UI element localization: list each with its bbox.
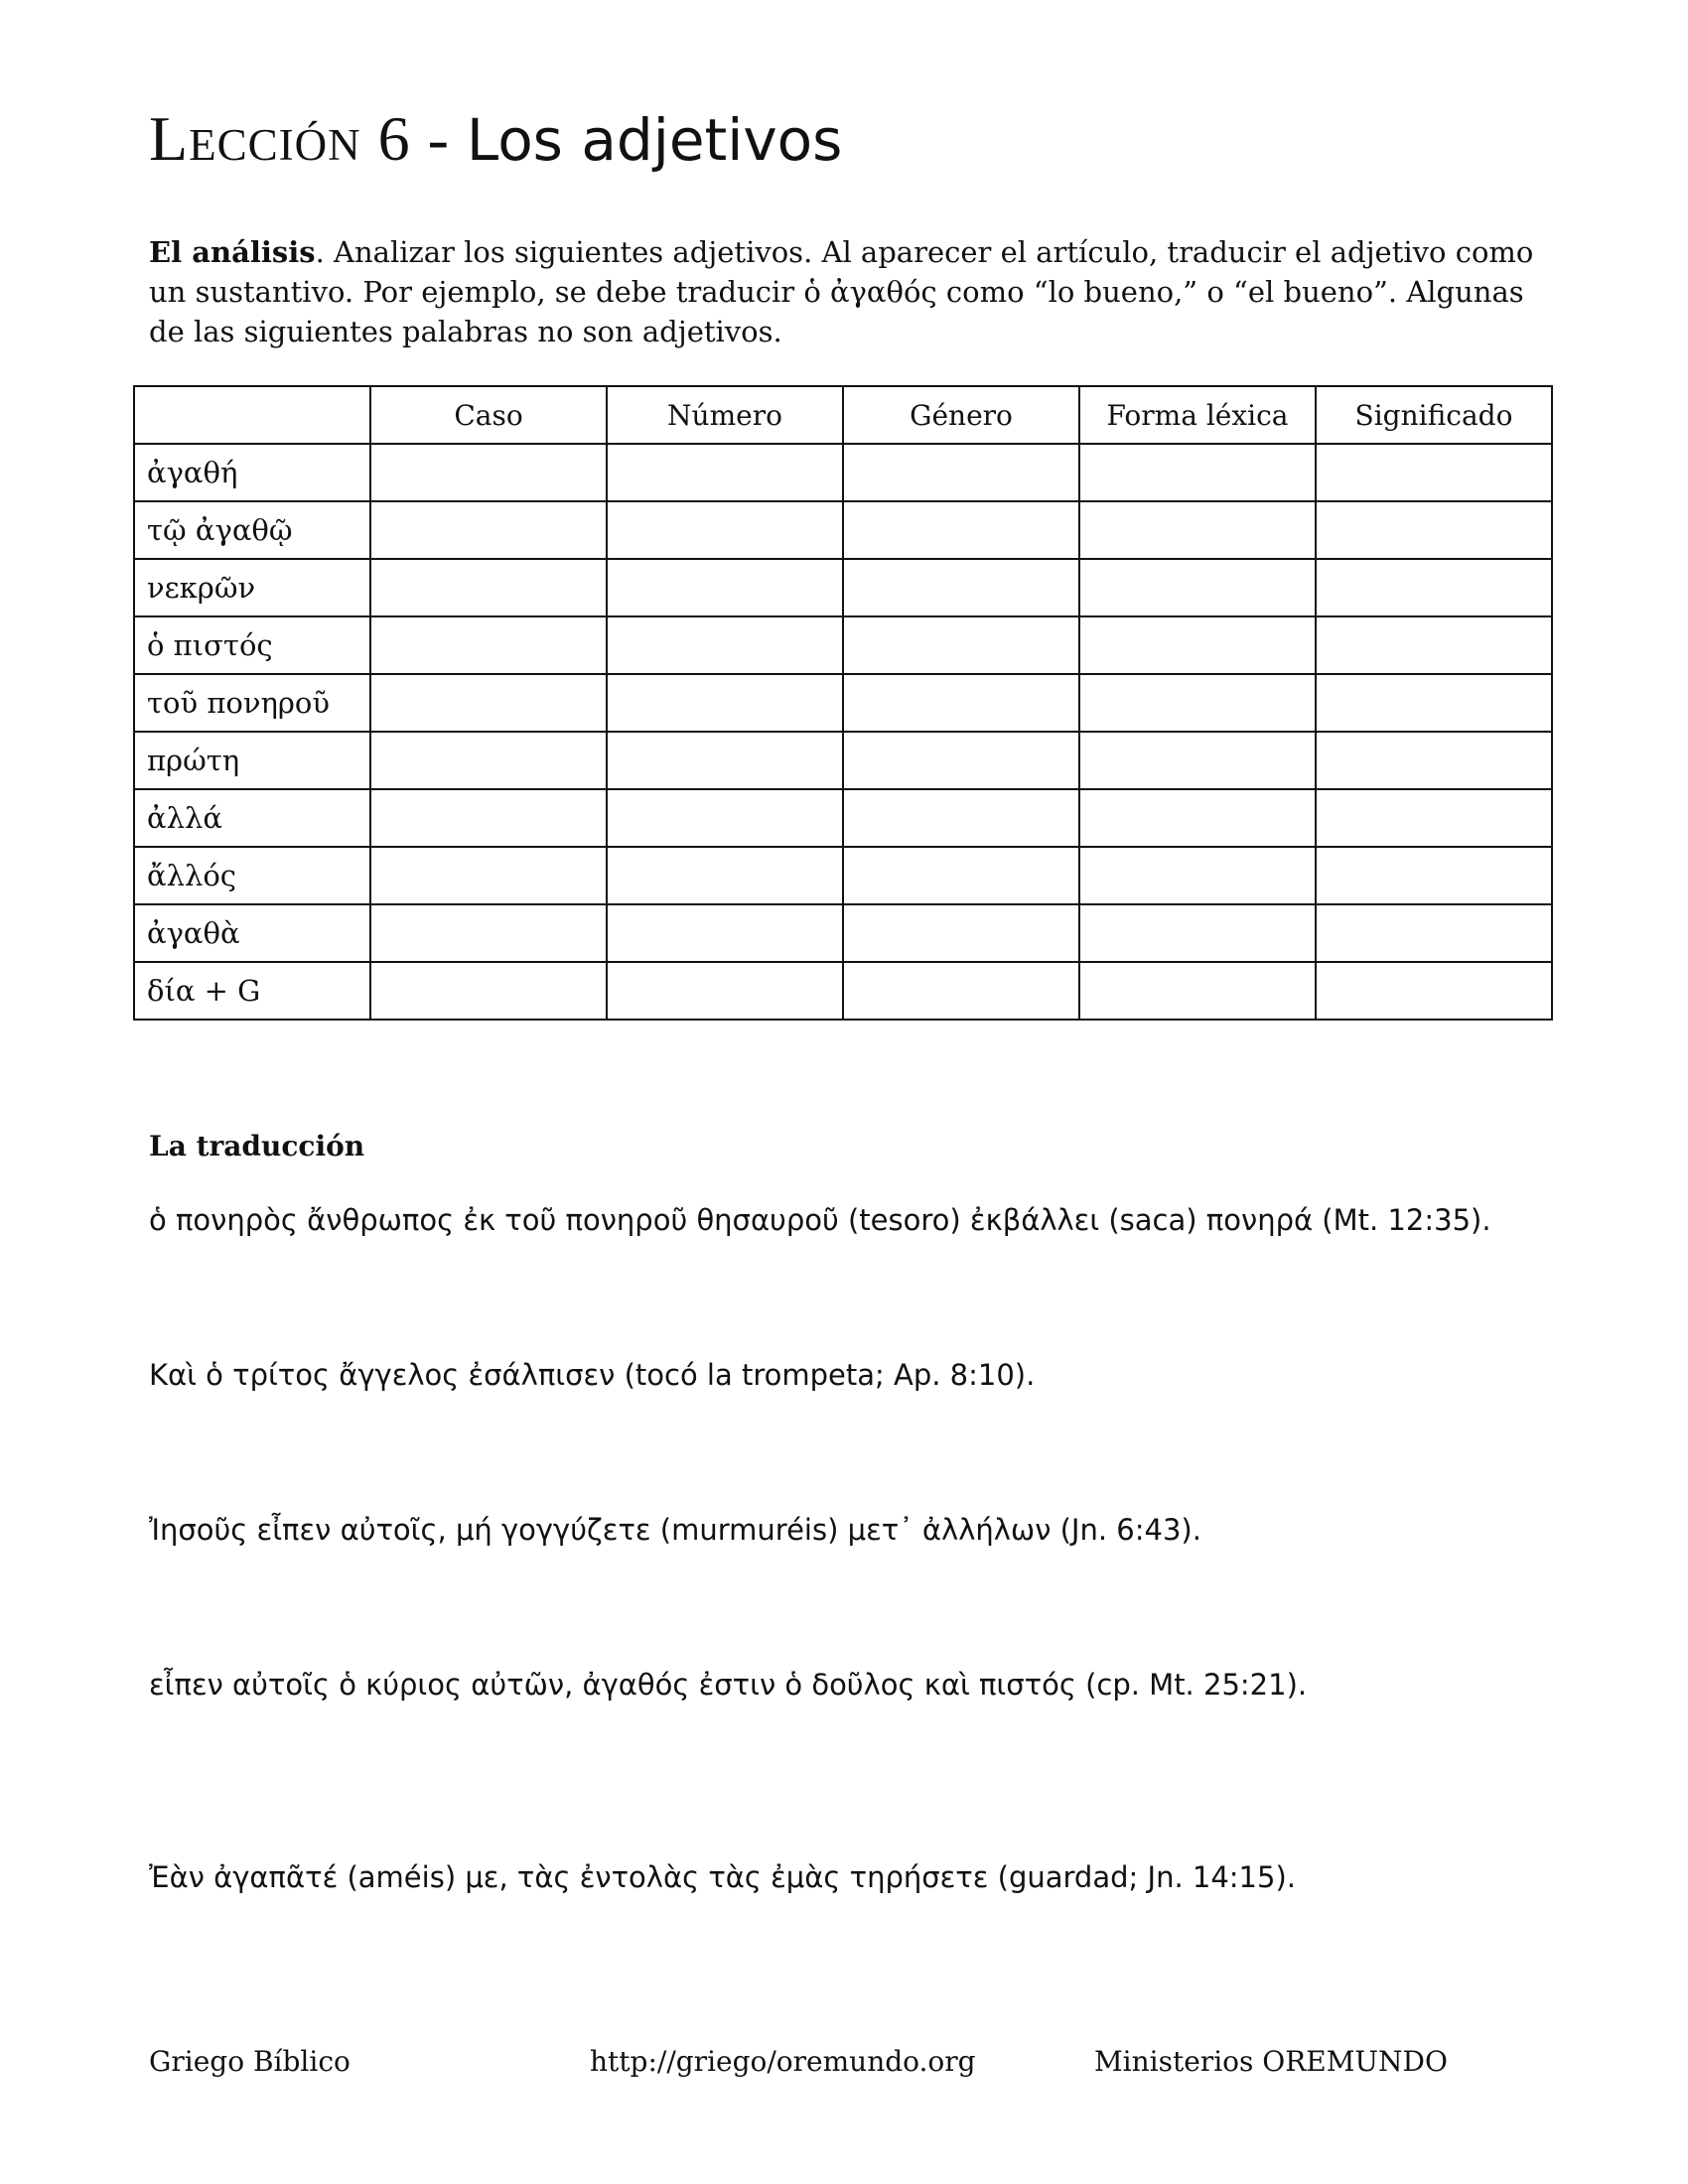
genero-cell[interactable] — [843, 444, 1079, 501]
significado-cell[interactable] — [1316, 616, 1552, 674]
table-row — [134, 616, 1552, 674]
table-row — [134, 444, 1552, 501]
header-numero: Número — [607, 386, 843, 444]
translation-sentence-2: Καὶ ὁ τρίτος ἄγγελος ἐσάλπισεν (tocó la trompeta; Ap. 8:10). — [149, 1358, 1036, 1392]
table-row — [134, 789, 1552, 847]
numero-cell[interactable] — [607, 444, 843, 501]
significado-cell[interactable] — [1316, 732, 1552, 789]
forma-lexica-cell[interactable] — [1079, 847, 1316, 904]
significado-cell[interactable] — [1316, 501, 1552, 559]
caso-cell[interactable] — [370, 501, 607, 559]
translation-sentence-5: Ἐὰν ἀγαπᾶτέ (améis) με, τὰς ἐντολὰς τὰς ἐμὰς τηρήσετε (guardad; Jn. 14:15). — [149, 1860, 1296, 1894]
header-genero: Género — [843, 386, 1079, 444]
numero-cell[interactable] — [607, 674, 843, 732]
footer-url: http://griego/oremundo.org — [590, 2045, 976, 2078]
table-row — [134, 674, 1552, 732]
greek-word-cell: πρώτη — [134, 732, 370, 789]
genero-cell[interactable] — [843, 674, 1079, 732]
numero-cell[interactable] — [607, 559, 843, 616]
greek-word-cell: δία + G — [134, 962, 370, 1020]
table-row — [134, 732, 1552, 789]
footer-course-name: Griego Bíblico — [149, 2045, 351, 2078]
genero-cell[interactable] — [843, 616, 1079, 674]
forma-lexica-cell[interactable] — [1079, 962, 1316, 1020]
genero-cell[interactable] — [843, 789, 1079, 847]
caso-cell[interactable] — [370, 674, 607, 732]
caso-cell[interactable] — [370, 444, 607, 501]
greek-word-cell: νεκρῶν — [134, 559, 370, 616]
genero-cell[interactable] — [843, 904, 1079, 962]
page-title — [149, 103, 843, 174]
title-lesson-number: Lección 6 - — [149, 103, 467, 174]
forma-lexica-cell[interactable] — [1079, 674, 1316, 732]
significado-cell[interactable] — [1316, 559, 1552, 616]
greek-word-cell: ἄλλός — [134, 847, 370, 904]
translation-heading: La traducción — [149, 1130, 365, 1162]
forma-lexica-cell[interactable] — [1079, 501, 1316, 559]
significado-cell[interactable] — [1316, 962, 1552, 1020]
significado-cell[interactable] — [1316, 904, 1552, 962]
numero-cell[interactable] — [607, 847, 843, 904]
significado-cell[interactable] — [1316, 674, 1552, 732]
genero-cell[interactable] — [843, 559, 1079, 616]
genero-cell[interactable] — [843, 847, 1079, 904]
forma-lexica-cell[interactable] — [1079, 789, 1316, 847]
greek-word-cell: ἀγαθὰ — [134, 904, 370, 962]
forma-lexica-cell[interactable] — [1079, 559, 1316, 616]
caso-cell[interactable] — [370, 904, 607, 962]
numero-cell[interactable] — [607, 732, 843, 789]
table-row — [134, 559, 1552, 616]
numero-cell[interactable] — [607, 904, 843, 962]
footer-ministry: Ministerios OREMUNDO — [1094, 2045, 1448, 2078]
instructions-text: . Analizar los siguientes adjetivos. Al aparecer el artículo, traducir el adjetivo como un sustantivo. Por ejemplo, se debe traducir ὁ ἀγαθός como “lo bueno,” o “el bueno”. Algunas de las siguientes palabras no son adjetivos. — [149, 235, 1534, 348]
table-row — [134, 962, 1552, 1020]
header-forma-lexica: Forma léxica — [1079, 386, 1316, 444]
significado-cell[interactable] — [1316, 847, 1552, 904]
analysis-table — [133, 385, 1553, 1021]
forma-lexica-cell[interactable] — [1079, 904, 1316, 962]
forma-lexica-cell[interactable] — [1079, 616, 1316, 674]
caso-cell[interactable] — [370, 847, 607, 904]
instructions-paragraph — [149, 232, 1539, 351]
table-header-row — [134, 386, 1552, 444]
translation-sentence-4: εἶπεν αὐτοῖς ὁ κύριος αὐτῶν, ἀγαθός ἐστιν ὁ δοῦλος καὶ πιστός (cp. Mt. 25:21). — [149, 1668, 1308, 1702]
caso-cell[interactable] — [370, 559, 607, 616]
significado-cell[interactable] — [1316, 444, 1552, 501]
header-caso: Caso — [370, 386, 607, 444]
translation-sentence-1: ὁ πονηρὸς ἄνθρωπος ἐκ τοῦ πονηροῦ θησαυροῦ (tesoro) ἐκβάλλει (saca) πονηρά (Mt. 12:35). — [149, 1203, 1491, 1237]
numero-cell[interactable] — [607, 962, 843, 1020]
caso-cell[interactable] — [370, 789, 607, 847]
forma-lexica-cell[interactable] — [1079, 444, 1316, 501]
table-row — [134, 501, 1552, 559]
translation-sentence-3: Ἰησοῦς εἶπεν αὐτοῖς, μή γογγύζετε (murmuréis) μετ᾽ ἀλλήλων (Jn. 6:43). — [149, 1513, 1201, 1547]
title-topic: Los adjetivos — [466, 106, 843, 174]
caso-cell[interactable] — [370, 616, 607, 674]
instructions-lead: El análisis — [149, 235, 316, 269]
genero-cell[interactable] — [843, 962, 1079, 1020]
significado-cell[interactable] — [1316, 789, 1552, 847]
numero-cell[interactable] — [607, 616, 843, 674]
forma-lexica-cell[interactable] — [1079, 732, 1316, 789]
genero-cell[interactable] — [843, 501, 1079, 559]
numero-cell[interactable] — [607, 501, 843, 559]
numero-cell[interactable] — [607, 789, 843, 847]
table-row — [134, 847, 1552, 904]
caso-cell[interactable] — [370, 732, 607, 789]
caso-cell[interactable] — [370, 962, 607, 1020]
greek-word-cell: τῷ ἀγαθῷ — [134, 501, 370, 559]
greek-word-cell: ἀλλά — [134, 789, 370, 847]
greek-word-cell: τοῦ πονηροῦ — [134, 674, 370, 732]
header-significado: Significado — [1316, 386, 1552, 444]
greek-word-cell: ἀγαθή — [134, 444, 370, 501]
table-row — [134, 904, 1552, 962]
genero-cell[interactable] — [843, 732, 1079, 789]
header-word — [134, 386, 370, 444]
greek-word-cell: ὁ πιστός — [134, 616, 370, 674]
